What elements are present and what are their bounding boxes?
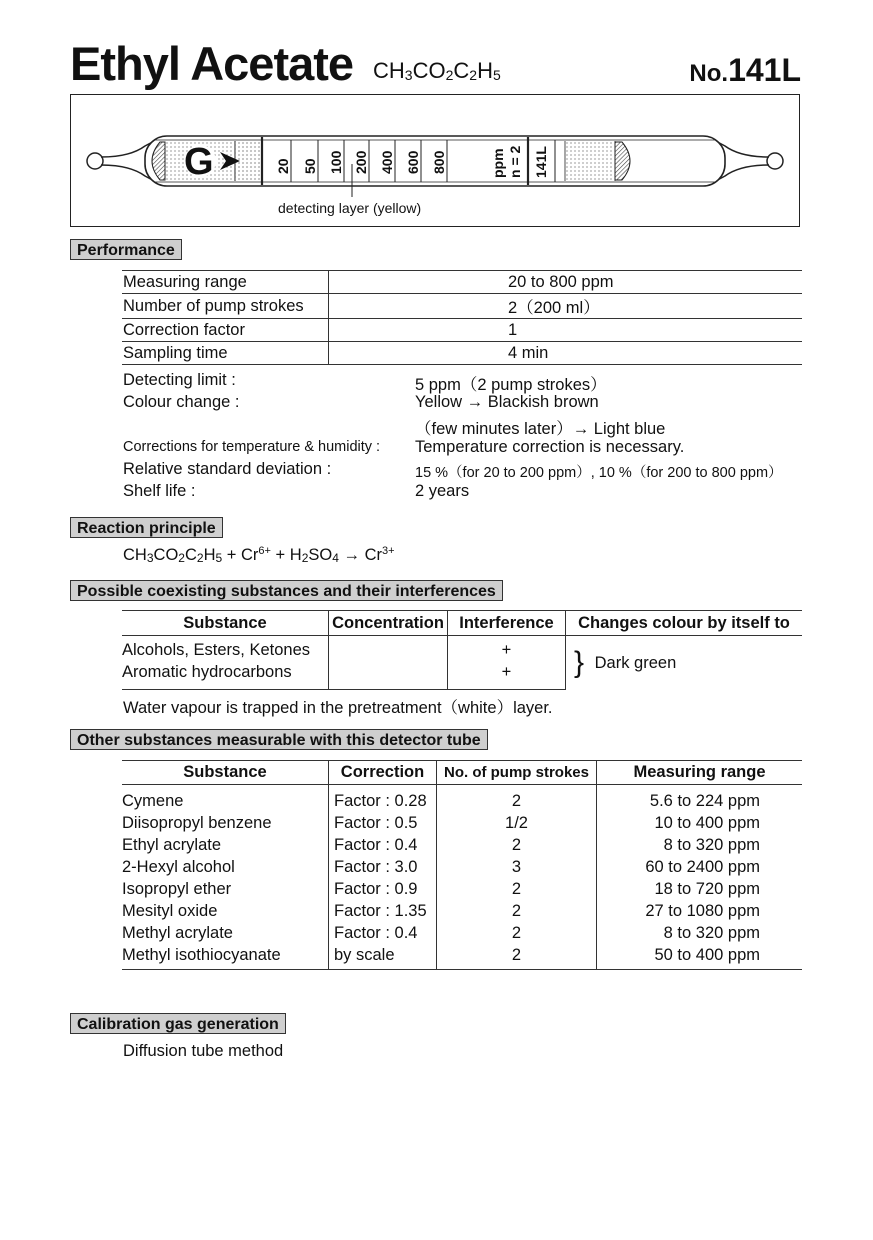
gastec-logo: G — [184, 141, 214, 183]
table-row: Methyl isothiocyanate by scale 2 50 to 400 ppm — [122, 944, 802, 970]
column-header: Measuring range — [597, 761, 803, 785]
table-row: Methyl acrylate Factor : 0.4 2 8 to 320 ppm — [122, 922, 802, 944]
table-row: Number of pump strokes 2（200 ml） — [122, 294, 802, 319]
calibration-method: Diffusion tube method — [123, 1042, 284, 1060]
scale-label: 200 — [353, 150, 369, 174]
chemical-formula: $CH_3CO_2C_2H_5$ — [373, 58, 501, 83]
scale-label: 20 — [275, 158, 291, 174]
strokes-label: n = 2 — [507, 145, 523, 178]
scale-label: 400 — [379, 150, 395, 174]
coexisting-note: Water vapour is trapped in the pretreatment（white）layer. — [123, 699, 553, 717]
page-title: Ethyl Acetate — [70, 37, 354, 90]
unit-label: ppm — [490, 148, 506, 178]
table-row: Correction factor 1 — [122, 319, 802, 342]
detector-tube-drawing — [70, 94, 800, 227]
column-header: Concentration — [329, 611, 448, 636]
section-heading-calibration: Calibration gas generation — [70, 1013, 286, 1034]
table-row: Measuring range 20 to 800 ppm — [122, 271, 802, 294]
column-header: Interference — [448, 611, 566, 636]
table-row: Isopropyl ether Factor : 0.9 2 18 to 720 ppm — [122, 878, 802, 900]
table-row: Diisopropyl benzene Factor : 0.5 1/2 10 to 400 ppm — [122, 812, 802, 834]
table-row: Alcohols, Esters, Ketones + } Dark green — [122, 636, 802, 664]
colour-change-cell: } Dark green — [574, 645, 677, 679]
table-row: Ethyl acrylate Factor : 0.4 2 8 to 320 ppm — [122, 834, 802, 856]
performance-table — [122, 270, 802, 365]
table-row: Mesityl oxide Factor : 1.35 2 27 to 1080 ppm — [122, 900, 802, 922]
column-header: Substance — [122, 761, 329, 785]
tube-code-label: 141L — [533, 146, 549, 178]
section-heading-other: Other substances measurable with this detector tube — [70, 729, 488, 750]
scale-label: 600 — [405, 150, 421, 174]
table-row: Sampling time 4 min — [122, 342, 802, 365]
table-row: Aromatic hydrocarbons + — [122, 663, 802, 690]
scale-label: 800 — [431, 150, 447, 174]
coexisting-table — [122, 610, 802, 690]
section-heading-coexisting: Possible coexisting substances and their interferences — [70, 580, 503, 601]
scale-label: 50 — [302, 158, 318, 174]
column-header: Correction — [329, 761, 437, 785]
table-row: 2-Hexyl alcohol Factor : 3.0 3 60 to 2400 ppm — [122, 856, 802, 878]
column-header: Changes colour by itself to — [566, 611, 803, 636]
section-heading-reaction: Reaction principle — [70, 517, 223, 538]
other-substances-table — [122, 760, 802, 970]
reaction-equation: $CH3CO2C2H5 + Cr^{6+} + H2SO4 \to Cr^{3+}$ — [123, 545, 395, 565]
scale-label: 100 — [328, 150, 344, 174]
column-header: No. of pump strokes — [437, 761, 597, 785]
tube-caption: detecting layer (yellow) — [278, 200, 422, 216]
column-header: Substance — [122, 611, 329, 636]
catalog-number: No.141L — [689, 52, 801, 88]
section-heading-performance: Performance — [70, 239, 182, 260]
table-row: Cymene Factor : 0.28 2 5.6 to 224 ppm — [122, 785, 802, 813]
